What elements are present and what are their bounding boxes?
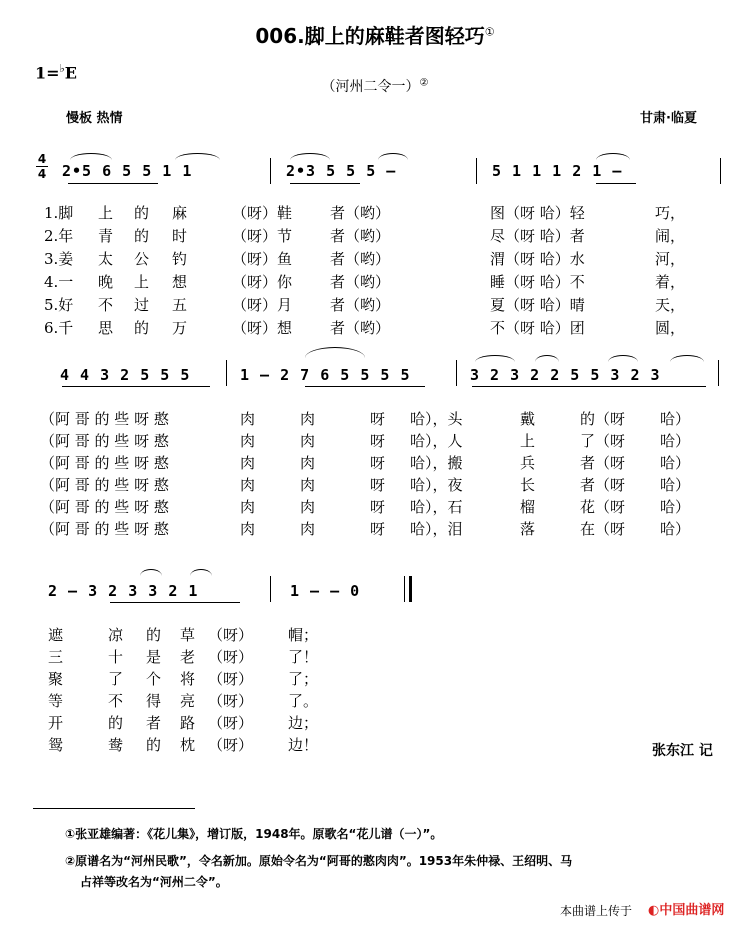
- lyric-syllable: 哈）: [660, 410, 691, 428]
- lyric-syllable: 公: [134, 250, 150, 268]
- lyric-syllable: 哈）: [660, 476, 691, 494]
- lyric-syllable: 的: [146, 736, 162, 754]
- lyric-syllable: 6.千: [44, 319, 74, 337]
- lyric-syllable: （呀）: [208, 714, 254, 732]
- barline: [476, 158, 477, 184]
- lyric-syllable: 者（哟）: [330, 296, 391, 314]
- lyric-syllable: （阿 哥 的 些 呀 憨: [40, 520, 169, 538]
- lyric-syllable: 圆，: [655, 319, 686, 337]
- lyric-syllable: 草: [180, 626, 196, 644]
- time-signature: 4 4: [37, 152, 47, 181]
- row2-measure3: 3 2 3 2 2 5 5 3 2 3: [470, 366, 661, 384]
- upload-note: 本曲谱上传于: [560, 904, 633, 918]
- row2-measure1: 4 4 3 2 5 5 5: [60, 366, 191, 384]
- lyric-syllable: 三: [48, 648, 64, 666]
- barline: [226, 360, 227, 386]
- lyric-syllable: 是: [146, 648, 162, 666]
- lyric-syllable: 时: [172, 227, 188, 245]
- beam: [68, 183, 158, 184]
- lyric-syllable: 肉: [240, 432, 256, 450]
- beam: [290, 183, 360, 184]
- song-title: 006.脚上的麻鞋者图轻巧①: [255, 24, 495, 48]
- lyric-syllable: （阿 哥 的 些 呀 憨: [40, 410, 169, 428]
- lyric-syllable: （阿 哥 的 些 呀 憨: [40, 498, 169, 516]
- footnote-2: ②原谱名为“河州民歌”，令名新加。原始令名为“阿哥的憨肉肉”。1953年朱仲禄、王绍明、马: [65, 854, 573, 868]
- lyric-syllable: 呀: [370, 410, 386, 428]
- lyric-syllable: （呀）鱼: [232, 250, 293, 268]
- lyric-syllable: 想: [172, 273, 188, 291]
- row1-measure1: 2•5 6 5 5 1 1: [62, 162, 193, 180]
- lyric-syllable: 个: [146, 670, 162, 688]
- lyric-syllable: 巧，: [655, 204, 686, 222]
- lyric-syllable: 着，: [655, 273, 686, 291]
- lyric-syllable: （阿 哥 的 些 呀 憨: [40, 432, 169, 450]
- site-logo[interactable]: ◐中国曲谱网: [648, 903, 725, 918]
- lyric-syllable: （呀）月: [232, 296, 293, 314]
- lyric-syllable: 肉: [300, 432, 316, 450]
- footnote-1: ①张亚雄编著：《花儿集》，增订版，1948年。原歌名“花儿谱（一）”。: [65, 827, 443, 841]
- transcriber-credit: 张东江 记: [652, 743, 713, 759]
- lyric-syllable: 的: [134, 227, 150, 245]
- lyric-syllable: 十: [108, 648, 124, 666]
- lyric-syllable: 者（哟）: [330, 227, 391, 245]
- slur: [670, 355, 704, 362]
- lyric-syllable: 睡（呀 哈）不: [490, 273, 585, 291]
- lyric-syllable: 得: [146, 692, 162, 710]
- lyric-syllable: 思: [98, 319, 114, 337]
- lyric-syllable: 者（哟）: [330, 250, 391, 268]
- lyric-syllable: 等: [48, 692, 64, 710]
- lyric-syllable: 了！: [288, 648, 319, 666]
- lyric-syllable: 肉: [300, 520, 316, 538]
- slur: [596, 153, 630, 160]
- slur: [140, 569, 162, 576]
- slur: [175, 153, 220, 160]
- lyric-syllable: 枕: [180, 736, 196, 754]
- lyric-syllable: 呀: [370, 432, 386, 450]
- lyric-syllable: 戴: [520, 410, 536, 428]
- row1-measure2: 2•3 5 5 5 –: [286, 162, 397, 180]
- lyric-syllable: （呀）想: [232, 319, 293, 337]
- lyric-syllable: 不: [98, 296, 114, 314]
- lyric-syllable: 肉: [240, 498, 256, 516]
- tempo-marking: 慢板 热情: [66, 111, 123, 126]
- lyric-syllable: 鸯: [108, 736, 124, 754]
- lyric-syllable: 渭（呀 哈）水: [490, 250, 585, 268]
- lyric-syllable: 肉: [240, 476, 256, 494]
- lyric-syllable: 帽；: [288, 626, 319, 644]
- lyric-syllable: 太: [98, 250, 114, 268]
- lyric-syllable: 者（哟）: [330, 319, 391, 337]
- key-signature: 1=♭E: [35, 62, 77, 83]
- lyric-syllable: 呀: [370, 454, 386, 472]
- lyric-syllable: 了。: [288, 692, 319, 710]
- lyric-syllable: 不（呀 哈）团: [490, 319, 585, 337]
- lyric-syllable: 过: [134, 296, 150, 314]
- lyric-syllable: （呀）鞋: [232, 204, 293, 222]
- lyric-syllable: 哈）: [660, 432, 691, 450]
- lyric-syllable: 上: [98, 204, 114, 222]
- barline: [270, 158, 271, 184]
- song-subtitle: （河州二令一）②: [321, 77, 429, 95]
- lyric-syllable: 呀: [370, 498, 386, 516]
- lyric-syllable: 边！: [288, 736, 319, 754]
- slur: [70, 153, 112, 160]
- lyric-syllable: 哈），搬: [410, 454, 463, 472]
- lyric-syllable: 哈），泪: [410, 520, 463, 538]
- lyric-syllable: 落: [520, 520, 536, 538]
- lyric-syllable: 了: [108, 670, 124, 688]
- lyric-syllable: 肉: [300, 476, 316, 494]
- barline: [718, 360, 719, 386]
- lyric-syllable: 了；: [288, 670, 319, 688]
- footnote-3: 占祥等改名为“河州二令”。: [80, 875, 228, 889]
- lyric-syllable: （呀）你: [232, 273, 293, 291]
- lyric-syllable: 聚: [48, 670, 64, 688]
- lyric-syllable: （呀）: [208, 626, 254, 644]
- lyric-syllable: （呀）: [208, 670, 254, 688]
- lyric-syllable: 鸳: [48, 736, 64, 754]
- lyric-syllable: 晚: [98, 273, 114, 291]
- lyric-syllable: 上: [134, 273, 150, 291]
- lyric-syllable: 开: [48, 714, 64, 732]
- final-barline-thin: [404, 576, 405, 602]
- lyric-syllable: 麻: [172, 204, 188, 222]
- lyric-syllable: （阿 哥 的 些 呀 憨: [40, 476, 169, 494]
- lyric-syllable: 呀: [370, 520, 386, 538]
- barline: [456, 360, 457, 386]
- lyric-syllable: 1.脚: [44, 204, 74, 222]
- lyric-syllable: 哈）: [660, 454, 691, 472]
- lyric-syllable: 花（呀: [580, 498, 626, 516]
- beam: [62, 386, 210, 387]
- lyric-syllable: 者（哟）: [330, 204, 391, 222]
- lyric-syllable: 的: [134, 204, 150, 222]
- lyric-syllable: 肉: [240, 454, 256, 472]
- lyric-syllable: 五: [172, 296, 188, 314]
- lyric-syllable: 闹，: [655, 227, 686, 245]
- barline: [270, 576, 271, 602]
- lyric-syllable: 者（呀: [580, 476, 626, 494]
- lyric-syllable: 老: [180, 648, 196, 666]
- lyric-syllable: （呀）: [208, 648, 254, 666]
- region-label: 甘肃·临夏: [640, 111, 697, 126]
- lyric-syllable: （呀）: [208, 692, 254, 710]
- lyric-syllable: （呀）节: [232, 227, 293, 245]
- lyric-syllable: （阿 哥 的 些 呀 憨: [40, 454, 169, 472]
- slur: [305, 347, 365, 358]
- lyric-syllable: 上: [520, 432, 536, 450]
- slur: [378, 153, 408, 160]
- lyric-syllable: 尽（呀 哈）者: [490, 227, 585, 245]
- lyric-syllable: 肉: [300, 498, 316, 516]
- lyric-syllable: 肉: [240, 520, 256, 538]
- lyric-syllable: 3.姜: [44, 250, 74, 268]
- lyric-syllable: 者（呀: [580, 454, 626, 472]
- beam: [305, 386, 425, 387]
- lyric-syllable: 长: [520, 476, 536, 494]
- lyric-syllable: 万: [172, 319, 188, 337]
- slur: [535, 355, 559, 362]
- lyric-syllable: 4.一: [44, 273, 74, 291]
- lyric-syllable: 者: [146, 714, 162, 732]
- beam: [110, 602, 240, 603]
- final-barline-thick: [409, 576, 412, 602]
- lyric-syllable: （呀）: [208, 736, 254, 754]
- lyric-syllable: 图（呀 哈）轻: [490, 204, 585, 222]
- lyric-syllable: 榴: [520, 498, 536, 516]
- lyric-syllable: 遮: [48, 626, 64, 644]
- lyric-syllable: 哈），头: [410, 410, 463, 428]
- lyric-syllable: 河，: [655, 250, 686, 268]
- lyric-syllable: 将: [180, 670, 196, 688]
- beam: [472, 386, 706, 387]
- lyric-syllable: 肉: [300, 410, 316, 428]
- lyric-syllable: 亮: [180, 692, 196, 710]
- lyric-syllable: 夏（呀 哈）晴: [490, 296, 585, 314]
- lyric-syllable: 5.好: [44, 296, 74, 314]
- lyric-syllable: 凉: [108, 626, 124, 644]
- footnote-rule: [33, 808, 195, 809]
- lyric-syllable: 天，: [655, 296, 686, 314]
- row2-measure2: 1 – 2 7 6 5 5 5 5: [240, 366, 411, 384]
- lyric-syllable: 哈），石: [410, 498, 463, 516]
- lyric-syllable: 哈），人: [410, 432, 463, 450]
- lyric-syllable: 2.年: [44, 227, 74, 245]
- row3-measure1: 2 – 3 2 3 3 2 1: [48, 582, 199, 600]
- lyric-syllable: 哈）: [660, 520, 691, 538]
- lyric-syllable: 了（呀: [580, 432, 626, 450]
- slur: [475, 355, 515, 362]
- lyric-syllable: 的: [108, 714, 124, 732]
- row3-measure2: 1 – – 0: [290, 582, 361, 600]
- lyric-syllable: 不: [108, 692, 124, 710]
- barline: [720, 158, 721, 184]
- beam: [596, 183, 636, 184]
- slur: [290, 153, 330, 160]
- lyric-syllable: 哈）: [660, 498, 691, 516]
- lyric-syllable: 哈），夜: [410, 476, 463, 494]
- lyric-syllable: 呀: [370, 476, 386, 494]
- lyric-syllable: 的: [146, 626, 162, 644]
- lyric-syllable: 肉: [240, 410, 256, 428]
- slur: [608, 355, 638, 362]
- lyric-syllable: 的（呀: [580, 410, 626, 428]
- lyric-syllable: 在（呀: [580, 520, 626, 538]
- lyric-syllable: 路: [180, 714, 196, 732]
- lyric-syllable: 青: [98, 227, 114, 245]
- row1-measure3: 5 1 1 1 2 1 –: [492, 162, 623, 180]
- lyric-syllable: 兵: [520, 454, 536, 472]
- lyric-syllable: 者（哟）: [330, 273, 391, 291]
- slur: [190, 569, 212, 576]
- lyric-syllable: 钓: [172, 250, 188, 268]
- lyric-syllable: 的: [134, 319, 150, 337]
- lyric-syllable: 肉: [300, 454, 316, 472]
- lyric-syllable: 边；: [288, 714, 319, 732]
